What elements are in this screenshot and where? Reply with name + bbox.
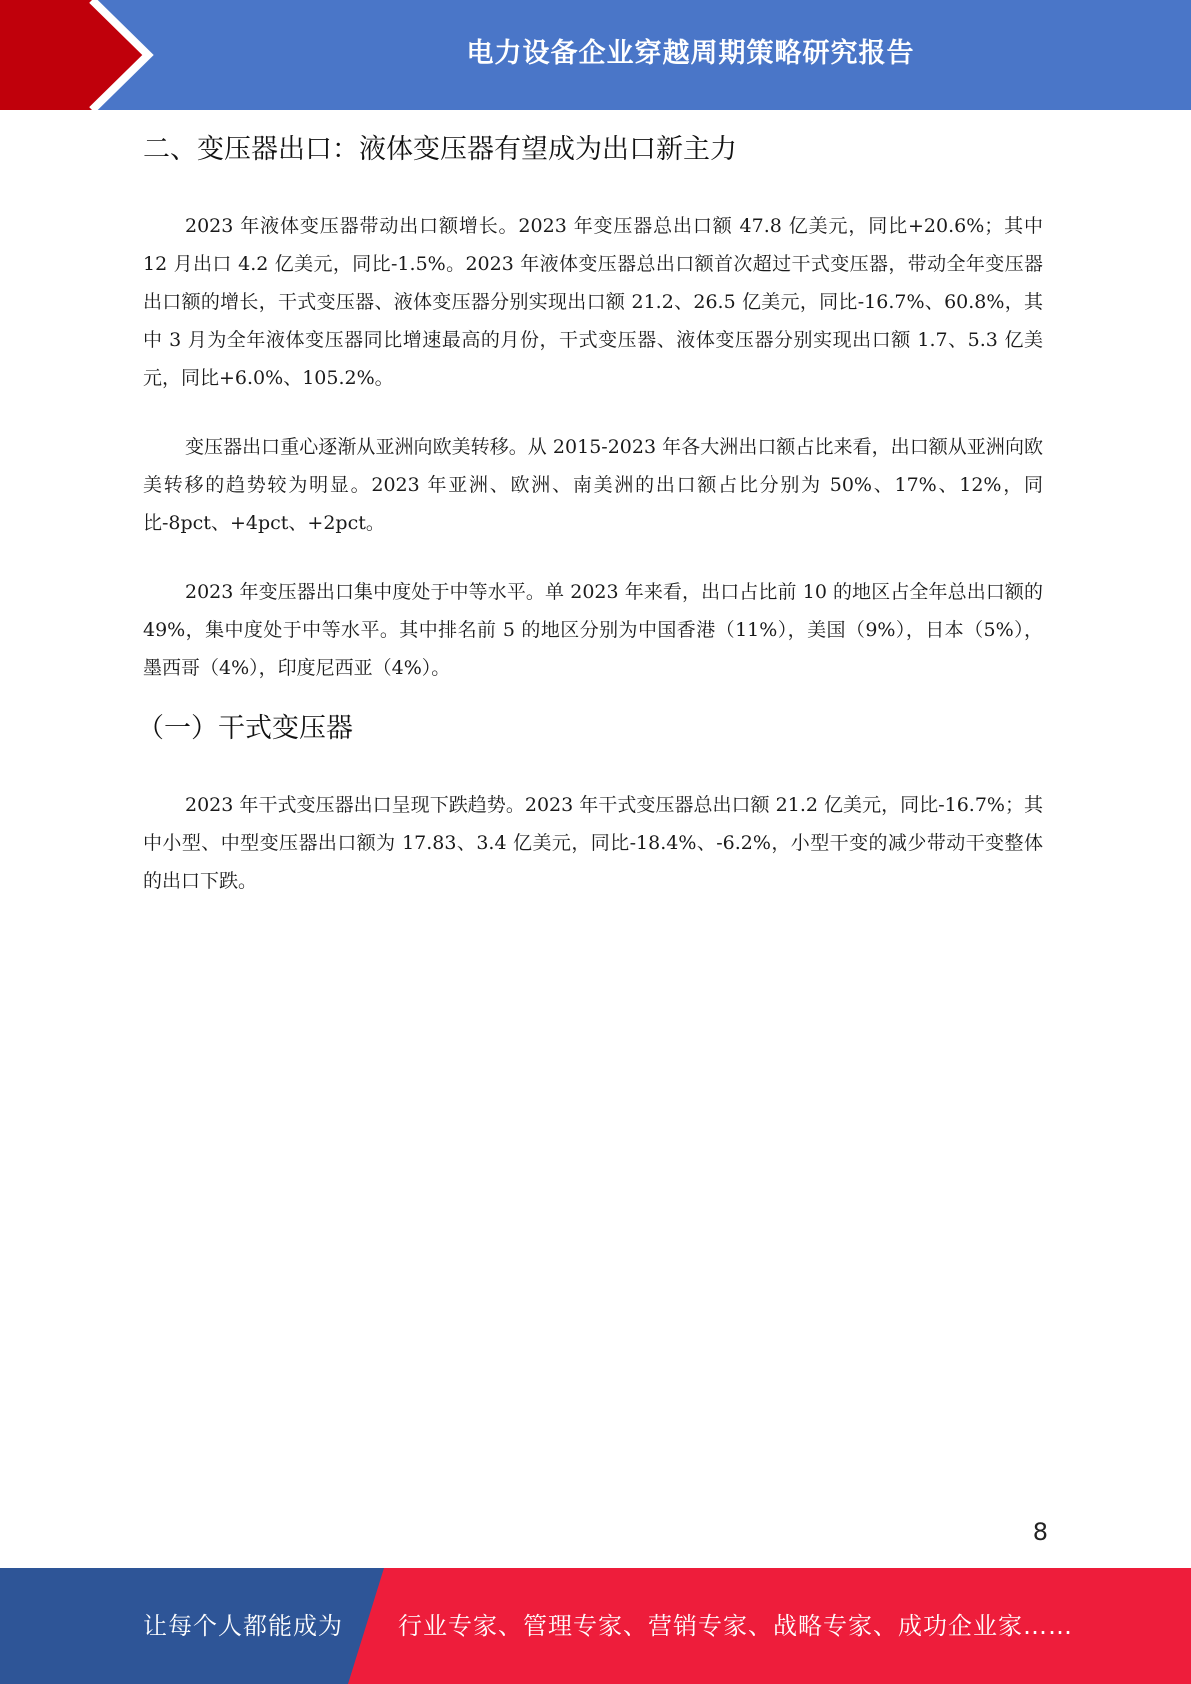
header-red-chevron bbox=[0, 0, 160, 110]
page-header bbox=[0, 0, 1191, 110]
paragraph: 2023 年液体变压器带动出口额增长。2023 年变压器总出口额 47.8 亿美元，同比+20.6%；其中 12 月出口 4.2 亿美元，同比-1.5%。2023 年液体变压器总出口额首次超过干式变压器，带动全年变压器出口额的增长，干式变压器、液体变压器分别实现出口额 21.2、26.5 亿美元，同比-16.7%、60.8%，其中 3 月为全年液体变压器同比增速最高的月份，干式变压器、液体变压器分别实现出口额 1.7、5.3 亿美元，同比+6.0%、105.2%。 bbox=[143, 215, 1043, 389]
paragraph: 变压器出口重心逐渐从亚洲向欧美转移。从 2015-2023 年各大洲出口额占比来看，出口额从亚洲向欧美转移的趋势较为明显。2023 年亚洲、欧洲、南美洲的出口额占比分别为 50%、17%、12%，同比-8pct、+4pct、+2pct。 bbox=[143, 436, 1043, 534]
footer-slogan-right: 行业专家、管理专家、营销专家、战略专家、成功企业家…… bbox=[398, 1612, 1073, 1640]
page-number: 8 bbox=[1032, 1518, 1048, 1546]
paragraph: 2023 年干式变压器出口呈现下跌趋势。2023 年干式变压器总出口额 21.2 亿美元，同比-16.7%；其中小型、中型变压器出口额为 17.83、3.4 亿美元，同比-18.4%、-6.2%，小型干变的减少带动干变整体的出口下跌。 bbox=[143, 794, 1043, 892]
report-title: 电力设备企业穿越周期策略研究报告 bbox=[466, 37, 915, 69]
main-content bbox=[137, 126, 1043, 900]
paragraph: 2023 年变压器出口集中度处于中等水平。单 2023 年来看，出口占比前 10 的地区占全年总出口额的 49%，集中度处于中等水平。其中排名前 5 的地区分别为中国香港（11%），美国（9%），日本（5%），墨西哥（4%），印度尼西亚（4%）。 bbox=[143, 581, 1043, 679]
page-footer bbox=[0, 1568, 1191, 1684]
footer-slogan-left: 让每个人都能成为 bbox=[143, 1612, 343, 1640]
subsection-heading: （一）干式变压器 bbox=[137, 713, 353, 744]
section-heading: 二、变压器出口：液体变压器有望成为出口新主力 bbox=[143, 134, 737, 165]
